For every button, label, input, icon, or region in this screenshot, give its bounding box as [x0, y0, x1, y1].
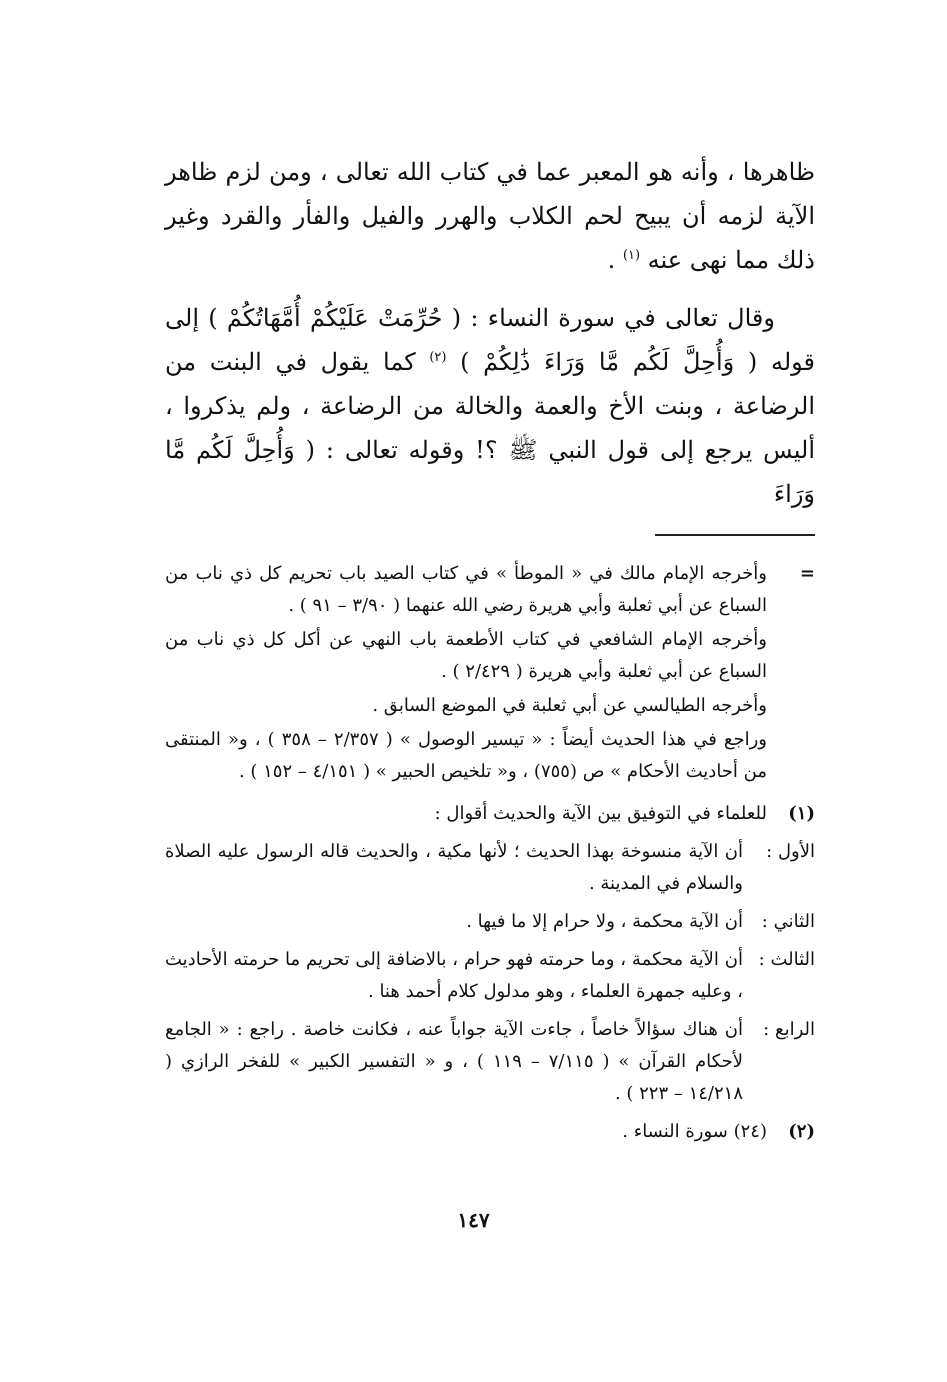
footnote-marker: (١) [788, 803, 815, 824]
opinion-item [165, 944, 815, 1008]
opinion-text: أن هناك سؤالاً خاصاً ، جاءت الآية جواباً عنه ، فكانت خاصة . راجع : « الجامع لأحكام القرآن » ( ٧/١١٥ – ١١٩ ) ، و « التفسير الكبير » للفخر الرازي ( ١٤/٢١٨ – ٢٢٣ ) . [165, 1019, 743, 1104]
opinion-text: أن الآية منسوخة بهذا الحديث ؛ لأنها مكية ، والحديث قاله الرسول عليه الصلاة والسلام في المدينة . [165, 841, 743, 894]
opinion-item [165, 906, 815, 938]
paragraph-tail: كما يقول في البنت من الرضاعة ، وبنت الأخ والعمة والخالة من الرضاعة ، ولم يذكروا ، أليس يرجع إلى قول النبي ﷺ ؟! وقوله تعالى : ( وَأُحِلَّ لَكُم مَّا وَرَاءَ [165, 348, 815, 508]
paragraph-text: ظاهرها ، وأنه هو المعبر عما في كتاب الله تعالى ، ومن لزم ظاهر الآية لزمه أن يبيح لحم الكلاب والهرر والفيل والفأر والقرد وغير ذلك مما نهى عنه [165, 158, 815, 274]
opinion-item [165, 1014, 815, 1110]
footnote-body [165, 798, 767, 832]
opinion-term: الثالث : [758, 949, 815, 970]
opinion-term: الثاني : [761, 911, 815, 932]
paragraph-tail: . [607, 246, 616, 274]
footnote-1 [165, 798, 815, 832]
opinion-text: أن الآية محكمة ، ولا حرام إلا ما فيها . [466, 911, 743, 932]
footnote-line: وأخرجه الإمام مالك في « الموطأ » في كتاب الصيد باب تحريم كل ذي ناب من السباع عن أبي ثعلبة وأبي هريرة رضي الله عنهما ( ٣/٩٠ – ٩١ ) . [165, 563, 767, 616]
footnotes [165, 558, 815, 1150]
opinion-term: الأول : [766, 841, 815, 862]
opinion-text: أن الآية محكمة ، وما حرمته فهو حرام ، بالاضافة إلى تحريم ما حرمته الأحاديث ، وعليه جمهرة العلماء ، وهو مدلول كلام أحمد هنا . [165, 949, 743, 1002]
footnote-reference: (١) [622, 248, 641, 263]
opinion-term: الرابع : [763, 1019, 815, 1040]
footnote-continuation [165, 558, 815, 790]
footnote-marker: (٢) [788, 1121, 815, 1142]
footnote-line: وأخرجه الإمام الشافعي في كتاب الأطعمة باب النهي عن أكل كل ذي ناب من السباع عن أبي ثعلبة وأبي هريرة ( ٢/٤٢٩ ) . [165, 629, 767, 682]
footnote-intro: للعلماء في التوفيق بين الآية والحديث أقوال : [434, 803, 767, 824]
footnote-body [165, 1116, 767, 1150]
footnote-body [165, 558, 767, 790]
paragraph-text: وقال تعالى في سورة النساء : ( حُرِّمَتْ عَلَيْكُمْ أُمَّهَاتُكُمْ ) إلى قوله ( وَأُحِلَّ لَكُم مَّا وَرَاءَ ذَٰلِكُمْ ) [165, 304, 816, 376]
page-content [165, 150, 815, 1150]
footnote-separator [655, 534, 815, 536]
footnote-reference: (٢) [429, 350, 447, 365]
continuation-marker: = [799, 563, 815, 584]
main-paragraph [165, 150, 815, 282]
main-text [165, 150, 815, 516]
footnote-line: وراجع في هذا الحديث أيضاً : « تيسير الوصول » ( ٢/٣٥٧ – ٣٥٨ ) ، و« المنتقى من أحاديث الأحكام » ص (٧٥٥) ، و« تلخيص الحبير » ( ٤/١٥١ – ١٥٢ ) . [165, 729, 767, 782]
page-number: ١٤٧ [457, 1208, 490, 1232]
footnote-line: وأخرجه الطيالسي عن أبي ثعلبة في الموضع السابق . [372, 695, 767, 716]
footnote-line: (٢٤) سورة النساء . [622, 1121, 767, 1142]
main-paragraph [165, 296, 815, 516]
opinion-item [165, 836, 815, 900]
footnote-2 [165, 1116, 815, 1150]
